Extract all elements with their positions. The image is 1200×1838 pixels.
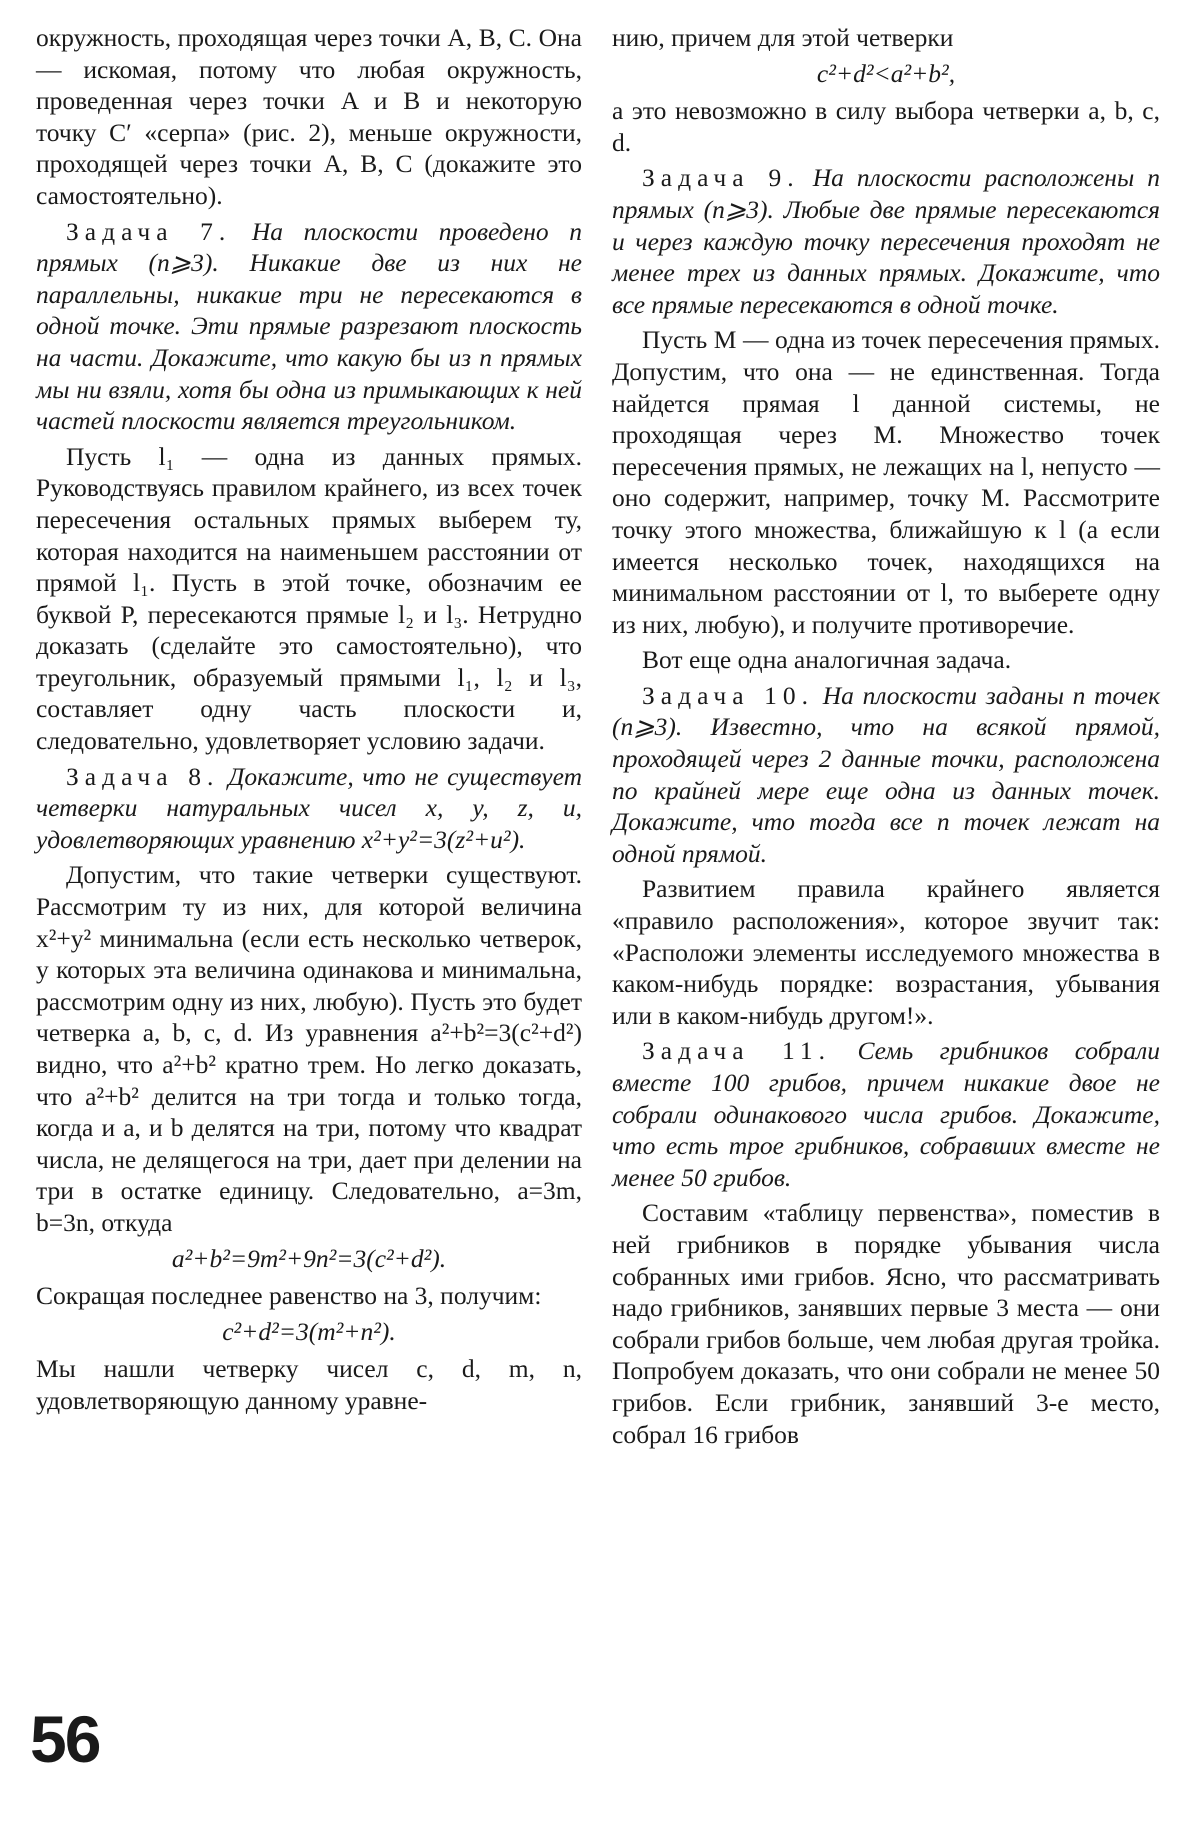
paragraph: Вот еще одна аналогичная задача. [642,645,1012,675]
paragraph: нию, причем для этой четверки [612,23,954,52]
paragraph: Пусть l₁ — одна из данных прямых. Руководствуясь правилом крайнего, из всех точек пересечения остальных прямых выберем ту, которая находится на наименьшем расстоянии от прямой l₁. Пусть в этой точке, обозначим ее буквой P, пересекаются прямые l₂ и l₃. Нетрудно доказать (сделайте это самостоятельно), что треугольник, образуемый прямыми l₁, l₂ и l₃, составляет одну часть плоскости и, следовательно, удовлетворяет условию задачи. [36,441,582,756]
task-label: Задача 7. [66,216,232,246]
task-8 [36,761,582,856]
paragraph: Сокращая последнее равенство на 3, получим: [36,1281,542,1311]
task-label: Задача 10. [642,680,815,710]
task-statement: На плоскости заданы n точек (n⩾3). Известно, что на всякой прямой, проходящей через 2 данные точки, расположена по крайней мере еще одна из данных точек. Докажите, что тогда все n точек лежат на одной прямой. [612,680,1160,868]
task-9 [612,162,1160,320]
task-statement: На плоскости расположены n прямых (n⩾3). Любые две прямые пересекаются и через каждую точку пересечения проходят не менее трех из данных прямых. Докажите, что все прямые пересекаются в одной точке. [612,163,1160,319]
paragraph: Пусть M — одна из точек пересечения прямых. Допустим, что она — не единственная. Тогда найдется прямая l данной системы, не проходящая через M. Множество точек пересечения прямых, не лежащих на l, непусто — оно содержит, например, точку M. Рассмотрите точку этого множества, ближайшую к l (а если имеется несколько точек, находящихся на минимальном расстоянии от l, то выберете одну из них, любую), и получите противоречие. [612,325,1160,639]
paragraph: Допустим, что такие четверки существуют. Рассмотрим ту из них, для которой величина x²+y² минимальна (если есть несколько четверок, у которых эта величина одинакова и минимальна, рассмотрим одну из них, любую). Пусть это будет четверка a, b, c, d. Из уравнения a²+b²=3(c²+d²) видно, что a²+b² кратно трем. Но легко доказать, что a²+b² делится на три тогда и только тогда, когда и a, и b делятся на три, потому что квадрат числа, не делящегося на три, дает при делении на три в остатке единицу. Следовательно, a=3m, b=3n, откуда [36,860,582,1237]
task-statement: Докажите, что не существует четверки натуральных чисел x, y, z, u, удовлетворяющих уравнению x²+y²=3(z²+u²). [36,761,582,854]
paragraph: а это невозможно в силу выбора четверки a, b, c, d. [612,96,1160,157]
formula: c²+d²=3(m²+n²). [222,1316,396,1346]
formula: c²+d²<a²+b², [816,58,956,88]
right-column [612,22,1160,1454]
page-number: 56 [30,1702,100,1776]
formula: a²+b²=9m²+9n²=3(c²+d²). [171,1243,447,1273]
task-10 [612,680,1160,870]
task-label: Задача 9. [642,163,800,193]
task-statement: Семь грибников собрали вместе 100 грибов, причем никакие двое не собрали одинакового числа грибов. Докажите, что есть трое грибников, собравших вместе не менее 50 грибов. [612,1036,1161,1192]
task-label: Задача 11. [642,1036,831,1066]
task-label: Задача 8. [66,761,220,791]
paragraph: Мы нашли четверку чисел c, d, m, n, удовлетворяющую данному уравне- [36,1354,582,1415]
task-11 [612,1035,1160,1193]
task-statement: На плоскости проведено n прямых (n⩾3). Никакие две из них не параллельны, никакие три не пересекаются в одной точке. Эти прямые разрезают плоскость на части. Докажите, что какую бы из n прямых мы ни взяли, хотя бы одна из примыкающих к ней частей плоскости является треугольником. [36,216,582,436]
paragraph: Развитием правила крайнего является «правило расположения», которое звучит так: «Расположи элементы исследуемого множества в каком-нибудь порядке: возрастания, убывания или в каком-нибудь другом!». [612,874,1160,1030]
task-7 [36,216,582,437]
left-column [36,22,582,1421]
paragraph: окружность, проходящая через точки A, B, C. Она — искомая, потому что любая окружность, проведенная через точки A и B и некоторую точку C′ «серпа» (рис. 2), меньше окружности, проходящей через точки A, B, C (докажите это самостоятельно). [36,23,582,210]
paragraph: Составим «таблицу первенства», поместив в ней грибников в порядке убывания числа собранных ими грибов. Ясно, что рассматривать надо грибников, занявших первые 3 места — они собрали грибов больше, чем любая другая тройка. Попробуем доказать, что они собрали не менее 50 грибов. Если грибник, занявший 3-е место, собрал 16 грибов [612,1198,1160,1449]
